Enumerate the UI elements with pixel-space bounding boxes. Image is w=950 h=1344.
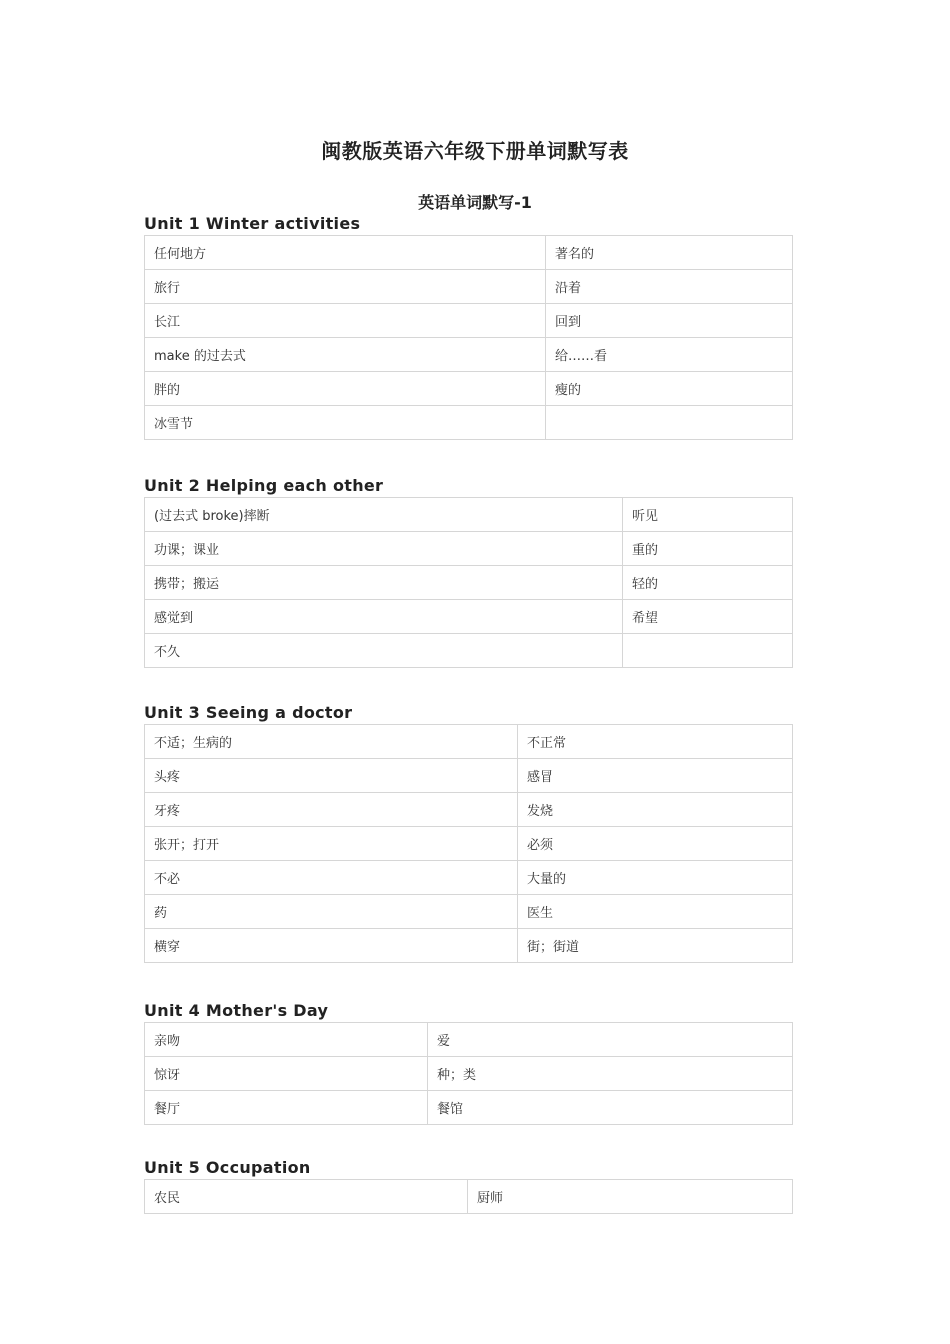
- table-row: [145, 929, 793, 963]
- vocab-table: [144, 235, 793, 440]
- table-row: [145, 1180, 793, 1214]
- word-cell: 任何地方: [145, 236, 546, 270]
- word-cell: 著名的: [546, 236, 793, 270]
- table-row: [145, 406, 793, 440]
- vocab-table: [144, 1022, 793, 1125]
- word-cell: 药: [145, 895, 518, 929]
- unit-title: Unit 3 Seeing a doctor: [144, 703, 353, 722]
- table-row: [145, 304, 793, 338]
- word-cell: 长江: [145, 304, 546, 338]
- table-row: [145, 498, 793, 532]
- word-cell: 餐厅: [145, 1091, 428, 1125]
- word-cell: 张开；打开: [145, 827, 518, 861]
- unit-title: Unit 1 Winter activities: [144, 214, 361, 233]
- word-cell: 不正常: [518, 725, 793, 759]
- word-cell: 旅行: [145, 270, 546, 304]
- vocab-table: [144, 1179, 793, 1214]
- word-cell: 大量的: [518, 861, 793, 895]
- table-row: [145, 759, 793, 793]
- word-cell: 不适；生病的: [145, 725, 518, 759]
- word-cell: 重的: [623, 532, 793, 566]
- table-row: [145, 634, 793, 668]
- word-cell: 胖的: [145, 372, 546, 406]
- vocab-table: [144, 497, 793, 668]
- word-cell: 餐馆: [428, 1091, 793, 1125]
- word-cell: 听见: [623, 498, 793, 532]
- word-cell: 必须: [518, 827, 793, 861]
- unit-1-section: [144, 213, 792, 440]
- table-row: [145, 1023, 793, 1057]
- word-cell: 不必: [145, 861, 518, 895]
- word-cell: 医生: [518, 895, 793, 929]
- word-cell: 冰雪节: [145, 406, 546, 440]
- table-row: [145, 532, 793, 566]
- table-row: [145, 861, 793, 895]
- unit-title: Unit 5 Occupation: [144, 1158, 311, 1177]
- document-subtitle: 英语单词默写-1: [418, 193, 532, 212]
- word-cell: 携带；搬运: [145, 566, 623, 600]
- word-cell: 种；类: [428, 1057, 793, 1091]
- word-cell: 街；街道: [518, 929, 793, 963]
- word-cell: 牙疼: [145, 793, 518, 827]
- table-row: [145, 600, 793, 634]
- word-cell: 厨师: [468, 1180, 793, 1214]
- word-cell: (过去式 broke)摔断: [145, 498, 623, 532]
- word-cell: 爱: [428, 1023, 793, 1057]
- word-cell: 给……看: [546, 338, 793, 372]
- table-row: [145, 236, 793, 270]
- word-cell: [546, 406, 793, 440]
- document-title: 闽教版英语六年级下册单词默写表: [321, 139, 629, 163]
- unit-title: Unit 2 Helping each other: [144, 476, 384, 495]
- unit-2-section: [144, 475, 792, 668]
- word-cell: 不久: [145, 634, 623, 668]
- table-row: [145, 372, 793, 406]
- word-cell: 轻的: [623, 566, 793, 600]
- table-row: [145, 270, 793, 304]
- word-cell: 农民: [145, 1180, 468, 1214]
- word-cell: 发烧: [518, 793, 793, 827]
- table-row: [145, 793, 793, 827]
- table-row: [145, 338, 793, 372]
- word-cell: 感觉到: [145, 600, 623, 634]
- word-cell: make 的过去式: [145, 338, 546, 372]
- word-cell: 功课；课业: [145, 532, 623, 566]
- word-cell: 亲吻: [145, 1023, 428, 1057]
- table-row: [145, 895, 793, 929]
- unit-title: Unit 4 Mother's Day: [144, 1001, 329, 1020]
- unit-3-section: [144, 702, 792, 963]
- word-cell: 感冒: [518, 759, 793, 793]
- unit-4-section: [144, 1000, 792, 1125]
- word-cell: 瘦的: [546, 372, 793, 406]
- word-cell: 希望: [623, 600, 793, 634]
- word-cell: 横穿: [145, 929, 518, 963]
- table-row: [145, 1057, 793, 1091]
- word-cell: 头疼: [145, 759, 518, 793]
- word-cell: 沿着: [546, 270, 793, 304]
- table-row: [145, 566, 793, 600]
- word-cell: 回到: [546, 304, 793, 338]
- table-row: [145, 827, 793, 861]
- word-cell: [623, 634, 793, 668]
- table-row: [145, 1091, 793, 1125]
- vocab-table: [144, 724, 793, 963]
- table-row: [145, 725, 793, 759]
- unit-5-section: [144, 1157, 792, 1214]
- word-cell: 惊讶: [145, 1057, 428, 1091]
